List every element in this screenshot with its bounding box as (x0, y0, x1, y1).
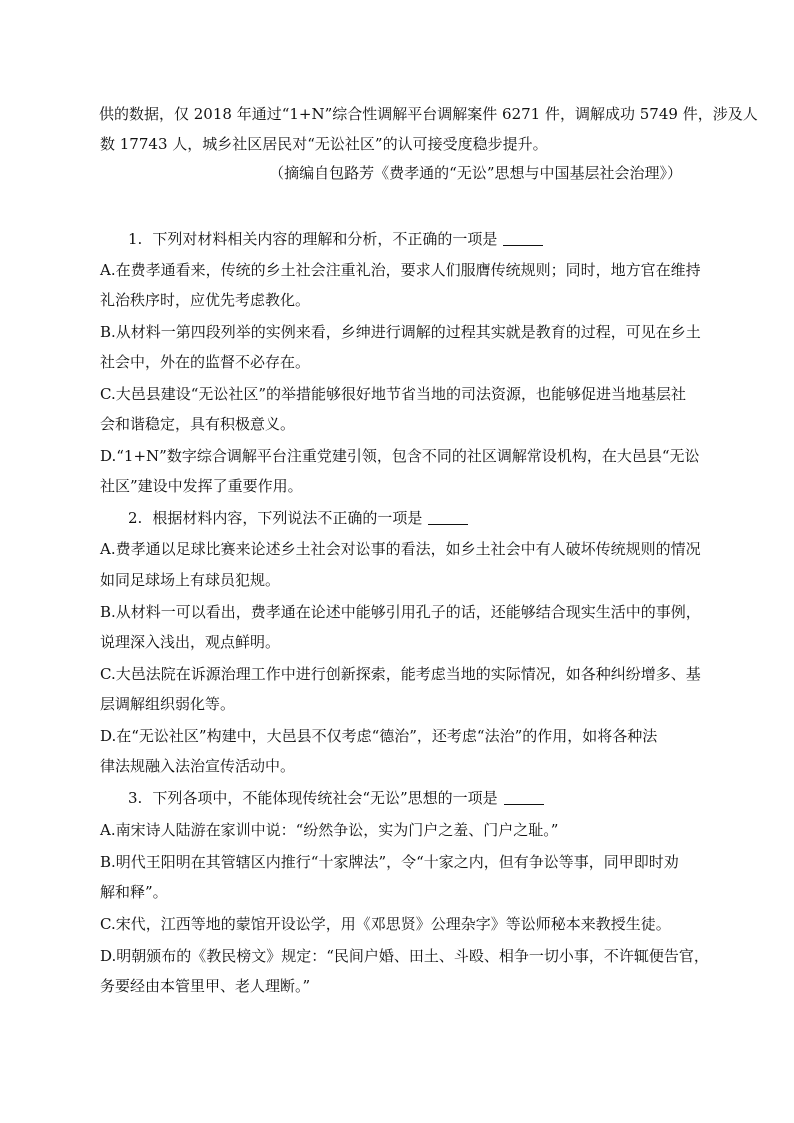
question-1-stem (128, 229, 543, 249)
answer-blank[interactable] (428, 510, 468, 525)
passage-source: （摘编自包路芳《费孝通的“无讼”思想与中国基层社会治理》） (269, 164, 682, 182)
q2-option-b-line-2: 说理深入浅出，观点鲜明。 (100, 633, 281, 651)
q1-option-b-line-2: 社会中，外在的监督不必存在。 (100, 353, 311, 371)
q2-option-d-line-1: D.在“无讼社区”构建中，大邑县不仅考虑“德治”，还考虑“法治”的作用，如将各种法 (100, 727, 658, 745)
q1-option-a-line-2: 礼治秩序时，应优先考虑教化。 (100, 291, 311, 309)
q2-option-a-line-2: 如同足球场上有球员犯规。 (100, 571, 281, 589)
passage-line-2: 数 17743 人，城乡社区居民对“无讼社区”的认可接受度稳步提升。 (100, 135, 548, 153)
answer-blank[interactable] (504, 790, 544, 805)
q2-option-d-line-2: 律法规融入法治宣传活动中。 (100, 757, 296, 775)
q2-option-b-line-1: B.从材料一可以看出，费孝通在论述中能够引用孔子的话，还能够结合现实生活中的事例， (100, 603, 701, 621)
q1-option-a-line-1: A.在费孝通看来，传统的乡土社会注重礼治，要求人们服膺传统规则；同时，地方官在维持 (100, 261, 701, 279)
passage-line-1: 供的数据，仅 2018 年通过“1+N”综合性调解平台调解案件 6271 件，调解成功 5749 件，涉及人 (99, 105, 758, 123)
question-number: 3. (128, 789, 143, 807)
q1-option-c-line-1: C.大邑县建设“无讼社区”的举措能够很好地节省当地的司法资源，也能够促进当地基层社 (100, 385, 687, 403)
question-number: 2. (128, 509, 143, 527)
q1-option-b-line-1: B.从材料一第四段列举的实例来看，乡绅进行调解的过程其实就是教育的过程，可见在乡土 (100, 323, 701, 341)
q3-option-c-line-1: C.宋代，江西等地的蒙馆开设讼学，用《邓思贤》公理杂字》等讼师秘本来教授生徒。 (100, 915, 671, 933)
q2-option-c-line-1: C.大邑法院在诉源治理工作中进行创新探索，能考虑当地的实际情况，如各种纠纷增多、基 (100, 665, 701, 683)
q3-option-d-line-2: 务要经由本管里甲、老人理断。” (100, 977, 311, 995)
question-2-stem (128, 508, 468, 528)
q2-option-c-line-2: 层调解组织弱化等。 (100, 695, 236, 713)
question-text: 下列各项中，不能体现传统社会“无讼”思想的一项是 (152, 789, 498, 807)
q1-option-d-line-1: D.“1+N”数字综合调解平台注重党建引领，包含不同的社区调解常设机构，在大邑县“无讼 (100, 447, 700, 465)
q3-option-b-line-1: B.明代王阳明在其管辖区内推行“十家牌法”，令“十家之内，但有争讼等事，同甲即时劝 (100, 853, 679, 871)
q1-option-c-line-2: 会和谐稳定，具有积极意义。 (100, 415, 296, 433)
question-text: 根据材料内容，下列说法不正确的一项是 (152, 509, 423, 527)
q3-option-b-line-2: 解和释”。 (100, 883, 168, 901)
question-3-stem (128, 788, 544, 808)
q2-option-a-line-1: A.费孝通以足球比赛来论述乡土社会对讼事的看法，如乡土社会中有人破坏传统规则的情况 (100, 540, 701, 558)
q3-option-a-line-1: A.南宋诗人陆游在家训中说：“纷然争讼，实为门户之羞、门户之耻。” (100, 821, 559, 839)
question-number: 1. (128, 230, 143, 248)
q1-option-d-line-2: 社区”建设中发挥了重要作用。 (100, 477, 303, 495)
answer-blank[interactable] (503, 231, 543, 246)
q3-option-d-line-1: D.明朝颁布的《教民榜文》规定：“民间户婚、田土、斗殴、相争一切小事，不许辄便告官， (100, 947, 709, 965)
question-text: 下列对材料相关内容的理解和分析，不正确的一项是 (152, 230, 498, 248)
